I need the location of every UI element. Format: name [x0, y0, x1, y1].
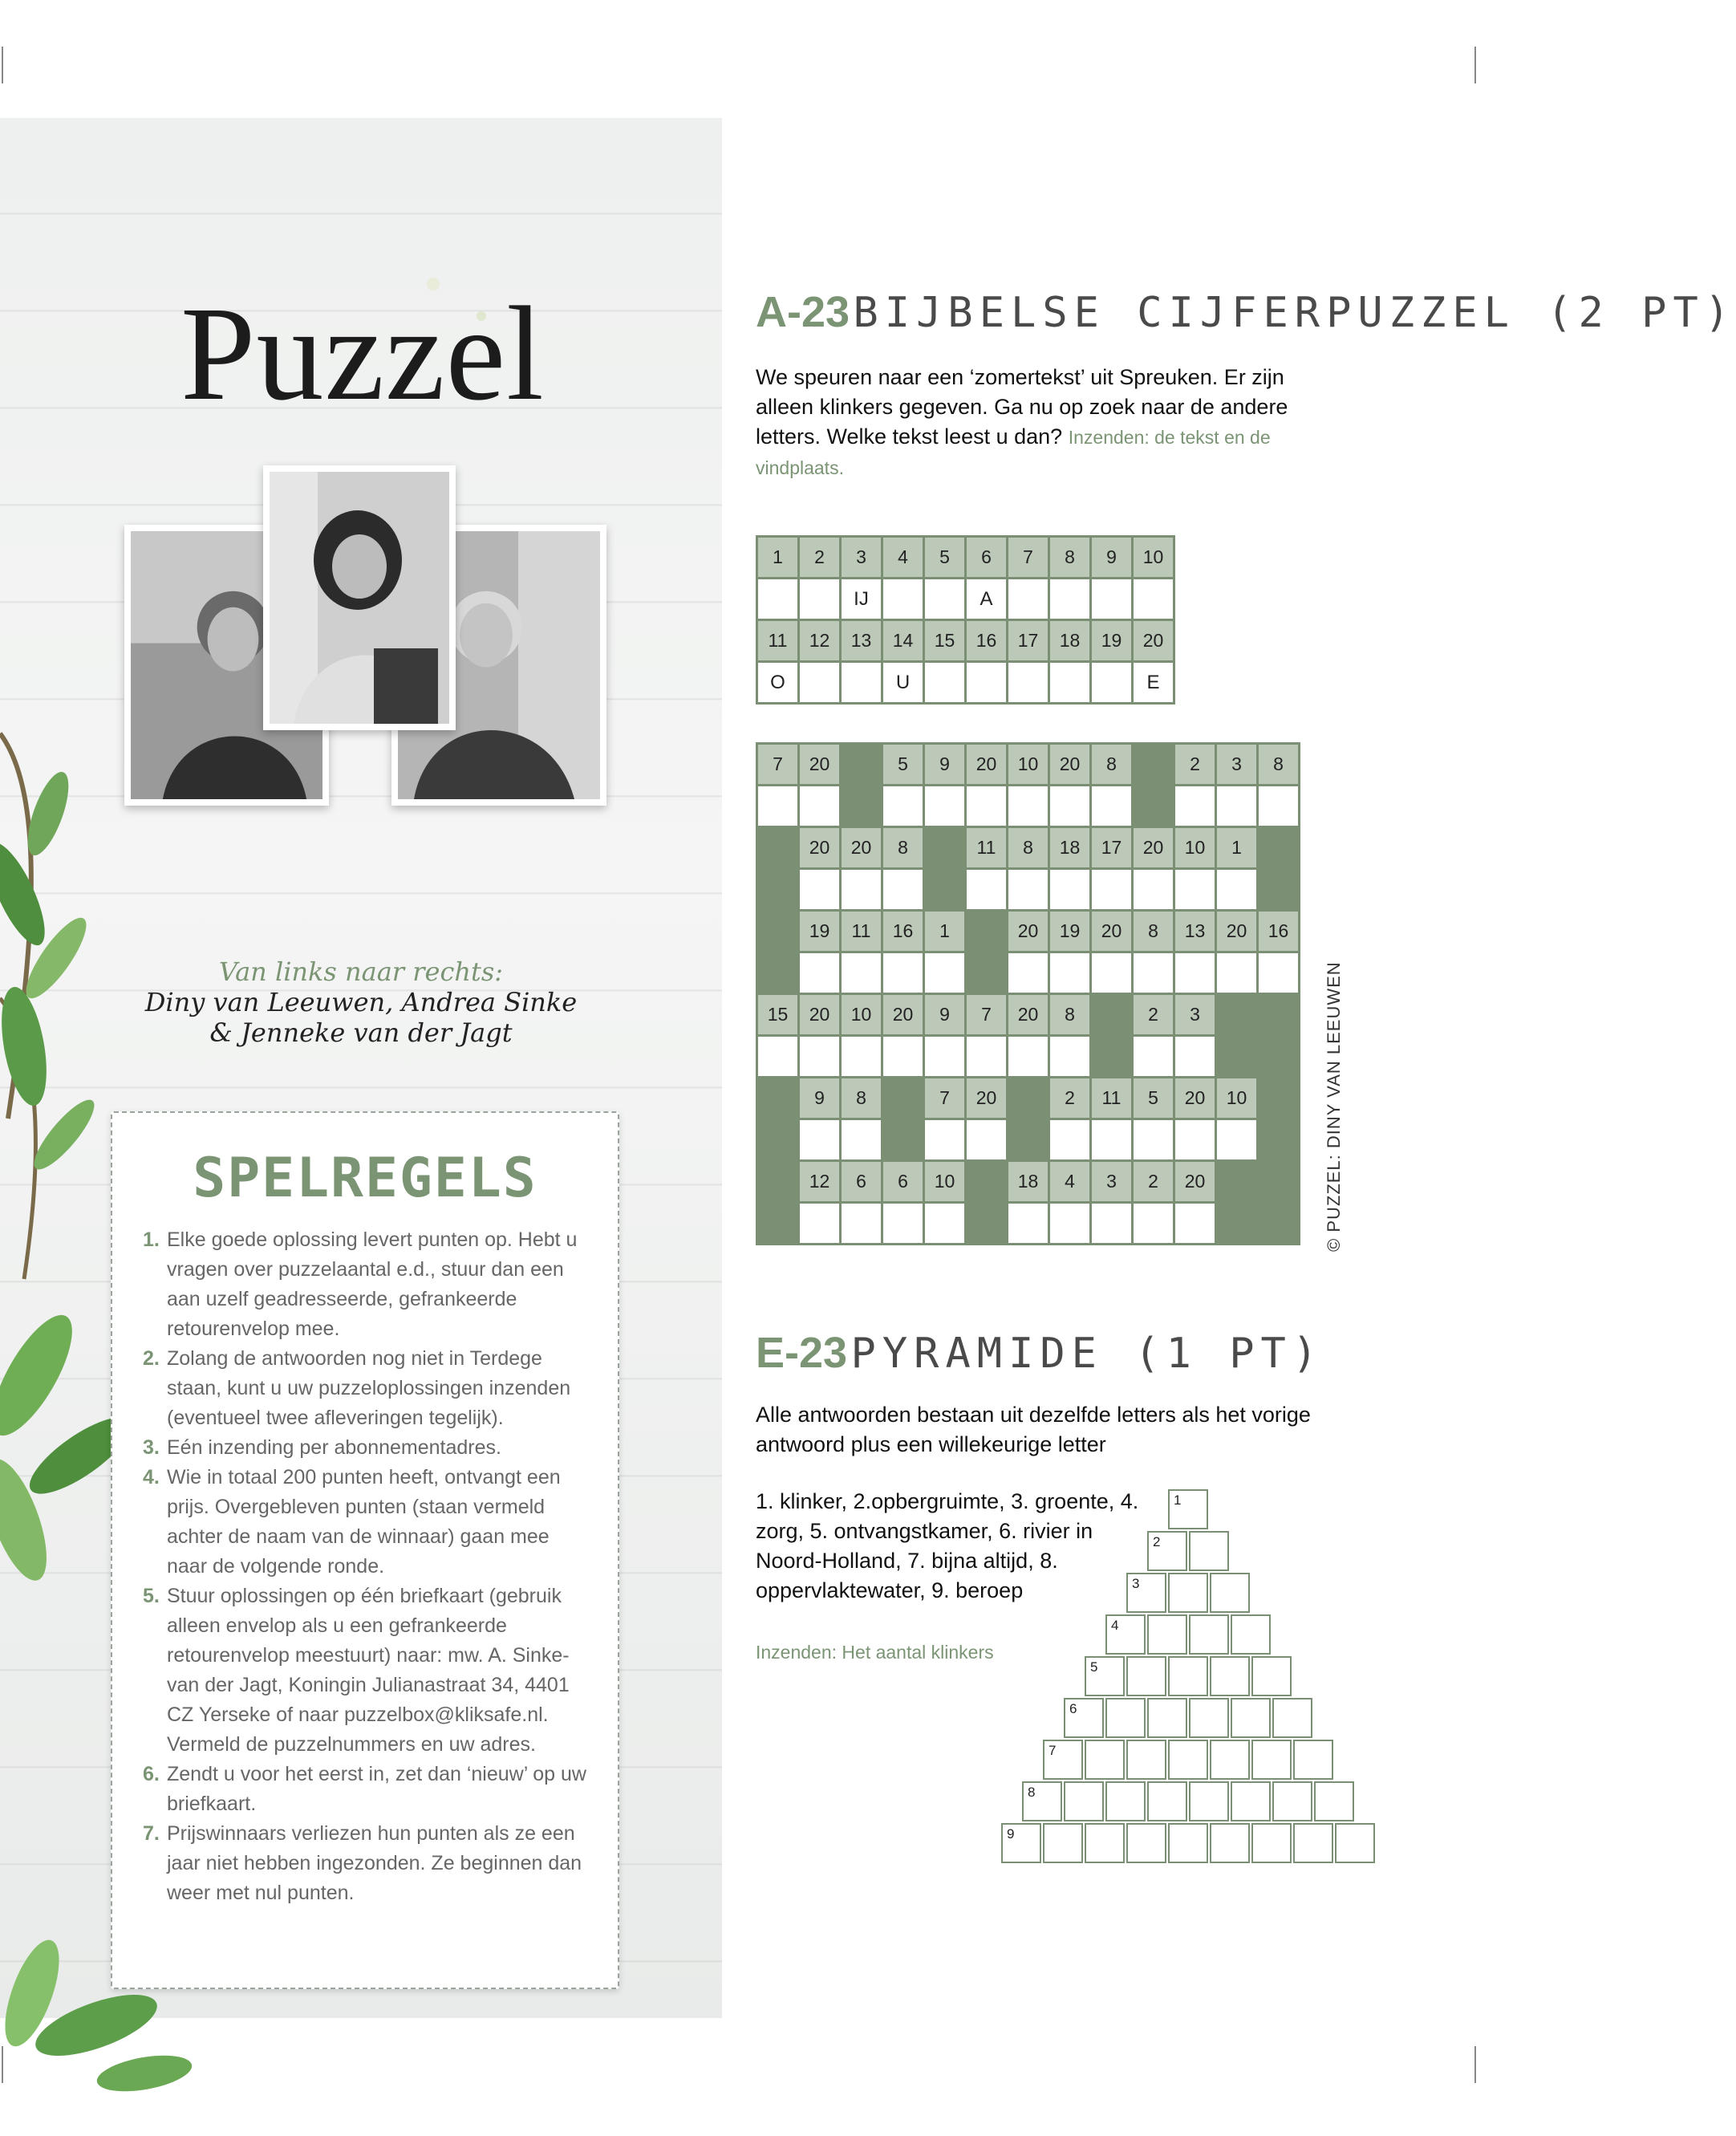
cipher-number-cell: 5 — [1134, 1078, 1173, 1118]
rules-list — [143, 1225, 592, 1908]
answer-cell[interactable] — [1008, 953, 1048, 993]
rule-item — [143, 1344, 592, 1433]
pyramid-row-number: 5 — [1090, 1659, 1097, 1675]
caption-line: Van links naar rechts: — [120, 956, 602, 987]
crop-mark — [1474, 2046, 1476, 2083]
pyramid-cell[interactable] — [1251, 1823, 1292, 1863]
cipher-number-cell: 6 — [842, 1162, 881, 1201]
key-letter-cell[interactable] — [1134, 579, 1173, 619]
key-letter-cell[interactable]: E — [1134, 663, 1173, 702]
answer-cell[interactable] — [1134, 1120, 1173, 1159]
e23-clues: 1. klinker, 2.opbergruimte, 3. groente, 4. zorg, 5. ontvangstkamer, 6. rivier in Noord-Holland, 7. bijna altijd, 8. oppervlaktewater, 9. beroep — [756, 1487, 1149, 1606]
answer-cell[interactable] — [1134, 1204, 1173, 1243]
key-letter-cell[interactable] — [1008, 579, 1048, 619]
pyramid-row-number: 2 — [1153, 1534, 1160, 1550]
answer-cell[interactable] — [1217, 1120, 1256, 1159]
blocked-cell — [1259, 1037, 1298, 1076]
answer-cell[interactable] — [842, 1204, 881, 1243]
rule-number: 5. — [143, 1582, 160, 1611]
answer-cell[interactable] — [1008, 1204, 1048, 1243]
answer-cell[interactable] — [758, 786, 797, 826]
key-number-cell: 11 — [758, 621, 797, 660]
answer-cell[interactable] — [1050, 1204, 1089, 1243]
key-number-cell: 7 — [1008, 538, 1048, 577]
key-number-cell: 6 — [967, 538, 1006, 577]
pyramid-cell[interactable] — [1064, 1781, 1104, 1821]
cipher-number-cell: 20 — [1175, 1078, 1215, 1118]
blocked-cell — [758, 1078, 797, 1118]
answer-cell[interactable] — [1134, 870, 1173, 909]
blocked-cell — [967, 1204, 1006, 1243]
pyramid-cell[interactable] — [1126, 1573, 1166, 1613]
rule-text: Zolang de antwoorden nog niet in Terdege staan, kunt u uw puzzeloplossingen inzenden (eventueel twee afleveringen tegelijk). — [167, 1347, 570, 1429]
blocked-cell — [1259, 995, 1298, 1034]
cipher-number-cell: 15 — [758, 995, 797, 1034]
answer-cell[interactable] — [1175, 1204, 1215, 1243]
cipher-number-cell: 10 — [842, 995, 881, 1034]
answer-cell[interactable] — [967, 870, 1006, 909]
cipher-number-cell: 16 — [883, 912, 923, 951]
blocked-cell — [1008, 1120, 1048, 1159]
rule-text: Wie in totaal 200 punten heeft, ontvangt een prijs. Overgebleven punten (staan vermeld achter de naam van de winnaar) gaan mee naar de volgende ronde. — [167, 1466, 561, 1578]
cipher-number-cell: 10 — [1008, 745, 1048, 784]
cipher-number-cell: 11 — [1092, 1078, 1131, 1118]
pyramid-cell[interactable] — [1168, 1489, 1208, 1529]
cipher-number-cell: 20 — [1217, 912, 1256, 951]
pyramid-cell[interactable] — [1168, 1823, 1208, 1863]
a23-send-text: Inzenden: de tekst en de vindplaats. — [756, 427, 1271, 478]
rule-item — [143, 1760, 592, 1819]
answer-cell[interactable] — [842, 953, 881, 993]
blocked-cell — [967, 912, 1006, 951]
blocked-cell — [925, 828, 964, 867]
pyramid-cell[interactable] — [1210, 1823, 1250, 1863]
answer-cell[interactable] — [758, 1037, 797, 1076]
left-panel — [0, 118, 722, 2018]
rule-number: 3. — [143, 1433, 160, 1463]
key-number-cell: 9 — [1092, 538, 1131, 577]
rule-text: Stuur oplossingen op één briefkaart (gebruik alleen envelop als u een gefrankeerde retourenvelop meestuurt) naar: mw. A. Sinke-van der Jagt, Koningin Julianastraat 34, 4401 CZ Yerseke of naar puzzelbox@kliksafe.nl. Vermeld de puzzelnummers en uw adres. — [167, 1585, 570, 1756]
pyramid-cell[interactable] — [1251, 1740, 1292, 1780]
pyramid-row-number: 7 — [1048, 1743, 1056, 1759]
blocked-cell — [1259, 1078, 1298, 1118]
cipher-number-cell: 8 — [842, 1078, 881, 1118]
answer-cell[interactable] — [1008, 1037, 1048, 1076]
cipher-number-cell: 2 — [1134, 1162, 1173, 1201]
pyramid-cell[interactable] — [1168, 1656, 1208, 1696]
key-letter-cell[interactable] — [800, 579, 839, 619]
pyramid-cell[interactable] — [1001, 1823, 1041, 1863]
pyramid-cell[interactable] — [1210, 1656, 1250, 1696]
key-letter-cell[interactable] — [967, 663, 1006, 702]
answer-cell[interactable] — [967, 786, 1006, 826]
rule-number: 6. — [143, 1760, 160, 1789]
cipher-number-cell: 8 — [1008, 828, 1048, 867]
pyramid-cell[interactable] — [1064, 1698, 1104, 1738]
key-letter-cell[interactable]: O — [758, 663, 797, 702]
pyramid-cell[interactable] — [1272, 1698, 1312, 1738]
crop-mark — [2, 47, 3, 83]
pyramid-cell[interactable] — [1105, 1698, 1146, 1738]
cipher-number-cell: 10 — [1175, 828, 1215, 867]
blocked-cell — [1134, 786, 1173, 826]
cipher-number-cell: 18 — [1050, 828, 1089, 867]
answer-cell[interactable] — [1259, 786, 1298, 826]
pyramid-cell[interactable] — [1210, 1573, 1250, 1613]
rule-item — [143, 1433, 592, 1463]
blocked-cell — [1092, 995, 1131, 1034]
key-number-cell: 19 — [1092, 621, 1131, 660]
e23-intro: Alle antwoorden bestaan uit dezelfde letters als het vorige antwoord plus een willekeurige letter — [756, 1400, 1365, 1460]
key-letter-cell[interactable]: A — [967, 579, 1006, 619]
pyramid-cell[interactable] — [1231, 1698, 1271, 1738]
cipher-number-cell: 20 — [967, 745, 1006, 784]
page-title: Puzzel — [180, 277, 545, 432]
answer-cell[interactable] — [800, 1120, 839, 1159]
answer-cell[interactable] — [1175, 953, 1215, 993]
caption-line: & Jenneke van der Jagt — [120, 1017, 602, 1048]
blocked-cell — [1259, 1162, 1298, 1201]
blocked-cell — [1217, 1037, 1256, 1076]
cipher-number-cell: 19 — [1050, 912, 1089, 951]
key-number-cell: 18 — [1050, 621, 1089, 660]
answer-cell[interactable] — [925, 1037, 964, 1076]
blocked-cell — [758, 870, 797, 909]
key-letter-cell[interactable] — [1050, 579, 1089, 619]
cipher-number-cell: 9 — [925, 995, 964, 1034]
cipher-number-cell: 5 — [883, 745, 923, 784]
cipher-number-cell: 8 — [1259, 745, 1298, 784]
cipher-grid — [756, 742, 1300, 1245]
key-number-cell: 10 — [1134, 538, 1173, 577]
pyramid-row-number: 8 — [1028, 1785, 1035, 1801]
pyramid-row-number: 4 — [1111, 1618, 1118, 1634]
pyramid-cell[interactable] — [1105, 1781, 1146, 1821]
key-letter-cell[interactable] — [883, 579, 923, 619]
a23-heading — [756, 287, 1736, 337]
answer-cell[interactable] — [967, 1120, 1006, 1159]
blocked-cell — [758, 1204, 797, 1243]
pyramid-cell[interactable] — [1168, 1740, 1208, 1780]
key-letter-cell[interactable] — [1050, 663, 1089, 702]
key-number-cell: 2 — [800, 538, 839, 577]
pyramid-cell[interactable] — [1168, 1573, 1208, 1613]
answer-cell[interactable] — [1050, 786, 1089, 826]
pyramid-cell[interactable] — [1314, 1781, 1354, 1821]
blocked-cell — [758, 953, 797, 993]
cipher-number-cell: 9 — [925, 745, 964, 784]
cipher-number-cell: 20 — [1175, 1162, 1215, 1201]
rule-item — [143, 1225, 592, 1344]
pyramid-cell[interactable] — [1085, 1656, 1125, 1696]
blocked-cell — [1259, 828, 1298, 867]
pyramid-cell[interactable] — [1231, 1781, 1271, 1821]
answer-cell[interactable] — [800, 953, 839, 993]
blocked-cell — [967, 1162, 1006, 1201]
pyramid-cell[interactable] — [1147, 1698, 1187, 1738]
e23-code: E-23 — [756, 1329, 847, 1377]
rule-item — [143, 1463, 592, 1582]
blocked-cell — [967, 953, 1006, 993]
key-number-cell: 5 — [925, 538, 964, 577]
a23-code: A-23 — [756, 288, 850, 336]
answer-cell[interactable] — [925, 953, 964, 993]
answer-cell[interactable] — [800, 1204, 839, 1243]
pyramid-cell[interactable] — [1147, 1781, 1187, 1821]
blocked-cell — [842, 745, 881, 784]
rules-box — [111, 1111, 619, 1989]
cipher-number-cell: 13 — [1175, 912, 1215, 951]
pyramid-cell[interactable] — [1189, 1614, 1229, 1655]
cipher-number-cell: 7 — [758, 745, 797, 784]
key-letter-cell[interactable] — [1092, 579, 1131, 619]
key-letter-cell[interactable] — [842, 663, 881, 702]
pyramid-cell[interactable] — [1126, 1823, 1166, 1863]
key-letter-cell[interactable]: U — [883, 663, 923, 702]
cipher-number-cell: 20 — [800, 995, 839, 1034]
key-letter-cell[interactable] — [925, 663, 964, 702]
cipher-number-cell: 2 — [1134, 995, 1173, 1034]
key-number-cell: 17 — [1008, 621, 1048, 660]
cipher-number-cell: 2 — [1050, 1078, 1089, 1118]
key-number-cell: 3 — [842, 538, 881, 577]
cipher-number-cell: 8 — [1134, 912, 1173, 951]
cipher-number-cell: 17 — [1092, 828, 1131, 867]
blocked-cell — [1259, 1204, 1298, 1243]
cipher-number-cell: 1 — [925, 912, 964, 951]
key-letter-cell[interactable] — [800, 663, 839, 702]
cipher-number-cell: 8 — [1092, 745, 1131, 784]
answer-cell[interactable] — [1134, 953, 1173, 993]
rule-number: 7. — [143, 1819, 160, 1849]
crop-mark — [1474, 47, 1476, 83]
answer-cell[interactable] — [800, 786, 839, 826]
cipher-number-cell: 11 — [842, 912, 881, 951]
pyramid-cell[interactable] — [1231, 1614, 1271, 1655]
pyramid-cell[interactable] — [1251, 1656, 1292, 1696]
blocked-cell — [758, 1162, 797, 1201]
cipher-number-cell: 8 — [1050, 995, 1089, 1034]
answer-cell[interactable] — [1175, 870, 1215, 909]
a23-intro — [756, 363, 1333, 483]
blocked-cell — [758, 1120, 797, 1159]
key-number-cell: 20 — [1134, 621, 1173, 660]
answer-cell[interactable] — [1217, 953, 1256, 993]
key-number-cell: 8 — [1050, 538, 1089, 577]
key-letter-cell[interactable]: IJ — [842, 579, 881, 619]
answer-cell[interactable] — [842, 1037, 881, 1076]
answer-cell[interactable] — [1092, 786, 1131, 826]
cipher-number-cell: 20 — [1008, 912, 1048, 951]
cipher-number-cell: 3 — [1217, 745, 1256, 784]
key-number-cell: 16 — [967, 621, 1006, 660]
blocked-cell — [758, 912, 797, 951]
pyramid-cell[interactable] — [1105, 1614, 1146, 1655]
a23-intro-text: We speuren naar een ‘zomertekst’ uit Spreuken. Er zijn alleen klinkers gegeven. Ga nu op zoek naar de andere letters. Welke tekst leest u dan? — [756, 365, 1288, 449]
key-number-cell: 15 — [925, 621, 964, 660]
blocked-cell — [1217, 1204, 1256, 1243]
rule-item — [143, 1819, 592, 1908]
cipher-number-cell: 20 — [1092, 912, 1131, 951]
blocked-cell — [1217, 1162, 1256, 1201]
pyramid-cell[interactable] — [1147, 1531, 1187, 1571]
pyramid-row-number: 3 — [1132, 1576, 1139, 1592]
blocked-cell — [1217, 995, 1256, 1034]
key-letter-cell[interactable] — [1008, 663, 1048, 702]
blocked-cell — [883, 1120, 923, 1159]
answer-cell[interactable] — [1175, 786, 1215, 826]
answer-cell[interactable] — [1217, 870, 1256, 909]
pyramid-cell[interactable] — [1189, 1698, 1229, 1738]
rules-title: SPELREGELS — [112, 1147, 618, 1210]
pyramid-cell[interactable] — [1126, 1740, 1166, 1780]
cipher-number-cell: 3 — [1175, 995, 1215, 1034]
cipher-number-cell: 7 — [925, 1078, 964, 1118]
pyramid-cell[interactable] — [1335, 1823, 1375, 1863]
answer-cell[interactable] — [1050, 870, 1089, 909]
cipher-number-cell: 20 — [800, 745, 839, 784]
puzzle-credit: © PUZZEL: DINY VAN LEEUWEN — [1324, 961, 1345, 1252]
pyramid-cell[interactable] — [1189, 1781, 1229, 1821]
cipher-number-cell: 10 — [925, 1162, 964, 1201]
pyramid-cell[interactable] — [1293, 1740, 1333, 1780]
answer-cell[interactable] — [1092, 870, 1131, 909]
e23-title: PYRAMIDE (1 PT) — [851, 1330, 1324, 1378]
answer-cell[interactable] — [800, 870, 839, 909]
cipher-number-cell: 11 — [967, 828, 1006, 867]
key-number-cell: 12 — [800, 621, 839, 660]
answer-cell[interactable] — [1175, 1037, 1215, 1076]
cipher-number-cell: 6 — [883, 1162, 923, 1201]
answer-cell[interactable] — [842, 870, 881, 909]
a23-title: BIJBELSE CIJFERPUZZEL (2 PT) — [854, 289, 1736, 337]
caption-line: Diny van Leeuwen, Andrea Sinke — [120, 987, 602, 1017]
rule-text: Eén inzending per abonnementadres. — [167, 1436, 501, 1459]
answer-cell[interactable] — [1092, 953, 1131, 993]
blocked-cell — [1259, 870, 1298, 909]
answer-cell[interactable] — [883, 870, 923, 909]
answer-cell[interactable] — [883, 1204, 923, 1243]
e23-heading — [756, 1328, 1324, 1378]
rule-item — [143, 1582, 592, 1760]
blocked-cell — [758, 828, 797, 867]
rule-text: Prijswinnaars verliezen hun punten als ze een jaar niet hebben ingezonden. Ze beginnen dan weer met nul punten. — [167, 1822, 582, 1904]
key-number-cell: 14 — [883, 621, 923, 660]
answer-cell[interactable] — [883, 953, 923, 993]
pyramid-cell[interactable] — [1043, 1823, 1083, 1863]
answer-cell[interactable] — [1008, 786, 1048, 826]
photo-andrea — [263, 465, 456, 730]
pyramid-cell[interactable] — [1293, 1823, 1333, 1863]
answer-cell[interactable] — [1134, 1037, 1173, 1076]
cipher-number-cell: 3 — [1092, 1162, 1131, 1201]
pyramid-cell[interactable] — [1189, 1531, 1229, 1571]
pyramid-cell[interactable] — [1126, 1656, 1166, 1696]
answer-cell[interactable] — [967, 1037, 1006, 1076]
key-number-cell: 13 — [842, 621, 881, 660]
pyramid-cell[interactable] — [1272, 1781, 1312, 1821]
cipher-number-cell: 8 — [883, 828, 923, 867]
cipher-number-cell: 20 — [1050, 745, 1089, 784]
rule-number: 2. — [143, 1344, 160, 1374]
rule-number: 4. — [143, 1463, 160, 1492]
rule-number: 1. — [143, 1225, 160, 1255]
answer-cell[interactable] — [925, 786, 964, 826]
blocked-cell — [1008, 1078, 1048, 1118]
cipher-number-cell: 18 — [1008, 1162, 1048, 1201]
answer-cell[interactable] — [883, 786, 923, 826]
cipher-number-cell: 20 — [883, 995, 923, 1034]
blocked-cell — [1092, 1037, 1131, 1076]
cipher-number-cell: 20 — [1008, 995, 1048, 1034]
key-letter-cell[interactable] — [1092, 663, 1131, 702]
answer-cell[interactable] — [1175, 1120, 1215, 1159]
pyramid-cell[interactable] — [1085, 1823, 1125, 1863]
rule-text: Elke goede oplossing levert punten op. Hebt u vragen over puzzelaantal e.d., stuur dan een aan uzelf geadresseerde, gefrankeerde retourenvelop mee. — [167, 1228, 577, 1340]
blocked-cell — [925, 870, 964, 909]
key-number-cell: 1 — [758, 538, 797, 577]
cipher-number-cell: 20 — [800, 828, 839, 867]
pyramid-row-number: 1 — [1174, 1492, 1181, 1509]
answer-cell[interactable] — [1217, 786, 1256, 826]
pyramid-cell[interactable] — [1022, 1781, 1062, 1821]
cipher-number-cell: 16 — [1259, 912, 1298, 951]
blocked-cell — [842, 786, 881, 826]
cipher-number-cell: 20 — [967, 1078, 1006, 1118]
cipher-number-cell: 20 — [842, 828, 881, 867]
cipher-number-cell: 1 — [1217, 828, 1256, 867]
answer-cell[interactable] — [925, 1204, 964, 1243]
answer-cell[interactable] — [1259, 953, 1298, 993]
cipher-number-cell: 10 — [1217, 1078, 1256, 1118]
key-grid — [756, 535, 1175, 705]
photo-caption — [120, 956, 602, 1048]
answer-cell[interactable] — [800, 1037, 839, 1076]
pyramid-cell[interactable] — [1147, 1614, 1187, 1655]
pyramid-row-number: 9 — [1007, 1826, 1014, 1842]
pyramid-row-number: 6 — [1069, 1701, 1077, 1717]
blocked-cell — [1259, 1120, 1298, 1159]
answer-cell[interactable] — [925, 1120, 964, 1159]
answer-cell[interactable] — [1050, 1120, 1089, 1159]
cipher-number-cell: 2 — [1175, 745, 1215, 784]
answer-cell[interactable] — [1050, 1037, 1089, 1076]
pyramid-cell[interactable] — [1210, 1740, 1250, 1780]
cipher-number-cell: 9 — [800, 1078, 839, 1118]
cipher-number-cell: 7 — [967, 995, 1006, 1034]
answer-cell[interactable] — [842, 1120, 881, 1159]
answer-cell[interactable] — [1092, 1120, 1131, 1159]
cipher-number-cell: 4 — [1050, 1162, 1089, 1201]
cipher-number-cell: 20 — [1134, 828, 1173, 867]
answer-cell[interactable] — [883, 1037, 923, 1076]
pyramid-cell[interactable] — [1085, 1740, 1125, 1780]
answer-cell[interactable] — [1092, 1204, 1131, 1243]
cipher-number-cell: 19 — [800, 912, 839, 951]
rule-text: Zendt u voor het eerst in, zet dan ‘nieuw’ op uw briefkaart. — [167, 1763, 586, 1815]
blocked-cell — [883, 1078, 923, 1118]
answer-cell[interactable] — [1050, 953, 1089, 993]
cipher-number-cell: 12 — [800, 1162, 839, 1201]
e23-send-text: Inzenden: Het aantal klinkers — [756, 1642, 994, 1663]
pyramid-cell[interactable] — [1043, 1740, 1083, 1780]
blocked-cell — [1134, 745, 1173, 784]
key-letter-cell[interactable] — [758, 579, 797, 619]
key-number-cell: 4 — [883, 538, 923, 577]
key-letter-cell[interactable] — [925, 579, 964, 619]
answer-cell[interactable] — [1008, 870, 1048, 909]
